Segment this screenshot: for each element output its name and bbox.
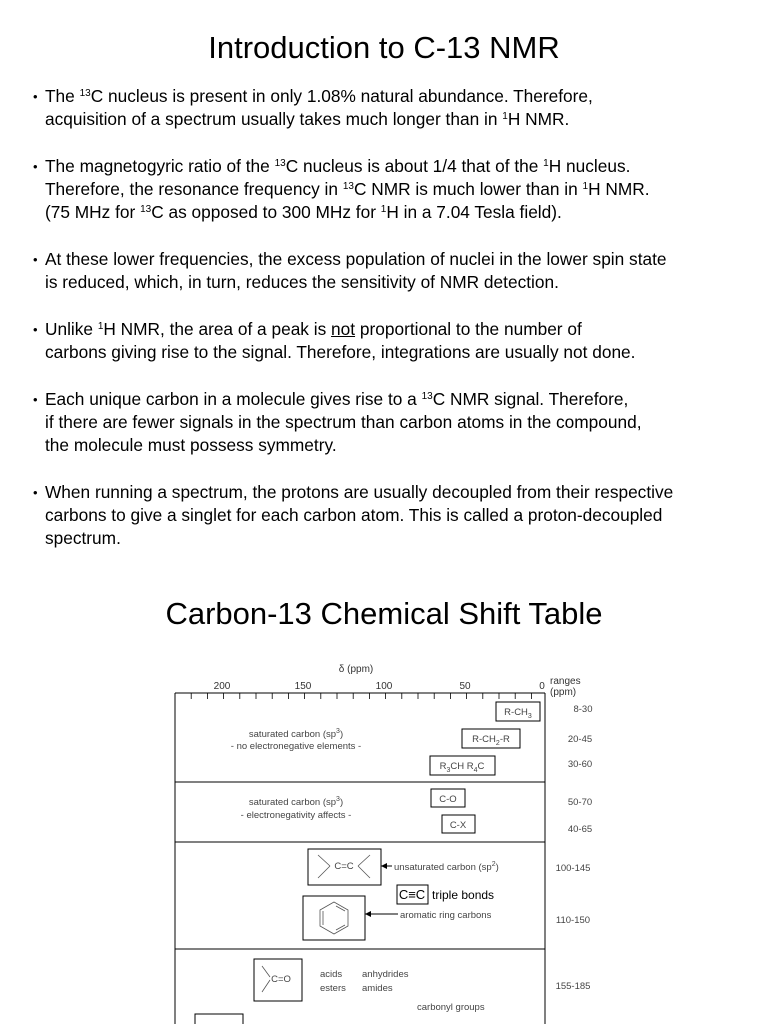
- label-unsaturated: unsaturated carbon $(sp^2)$: [394, 861, 499, 873]
- label-triple-bonds: triple bonds: [432, 888, 495, 902]
- range-value: 40-65: [567, 824, 593, 835]
- arrow-head: [365, 911, 371, 917]
- range-value: 8-30: [573, 704, 593, 715]
- label-saturated-1-note: - no electronegative elements -: [230, 741, 362, 752]
- bullet-dot: •: [33, 159, 38, 174]
- range-value: 110-150: [555, 915, 591, 926]
- tick-label: 100: [375, 681, 393, 692]
- bullet-line: carbons giving rise to the signal. Therefore, integrations are usually not done.: [45, 342, 636, 362]
- bullet-line: Each unique carbon in a molecule gives rise to a $^{13}$C NMR signal. Therefore,: [45, 389, 629, 409]
- label-amides: amides: [362, 983, 393, 994]
- box-aromatic: [303, 896, 365, 940]
- box-rch3-label: $R-CH_3$: [504, 707, 532, 720]
- label-saturated-1: saturated carbon $(sp^3)$: [248, 728, 344, 740]
- box-rch2r-label: $R-CH_2-R$: [472, 734, 510, 747]
- bullet-dot: •: [33, 392, 38, 407]
- bullet-line: spectrum.: [45, 528, 121, 548]
- triple-bond-box-label: C≡C: [398, 887, 426, 902]
- bullet-line: The $^{13}$C nucleus is present in only 1.08% natural abundance. Therefore,: [45, 86, 593, 106]
- bullet-line: the molecule must possess symmetry.: [45, 435, 337, 455]
- bullet-line: is reduced, which, in turn, reduces the sensitivity of NMR detection.: [45, 272, 559, 292]
- bullet-dot: •: [33, 252, 38, 267]
- label-saturated-2-note: - electronegativity affects -: [240, 810, 352, 821]
- alkene-label: C=C: [334, 861, 354, 872]
- bullet-line: (75 MHz for $^{13}$C as opposed to 300 MHz for $^1$H in a 7.04 Tesla field).: [45, 202, 562, 222]
- bullet-dot: •: [33, 89, 38, 104]
- ranges-unit-label: (ppm): [550, 687, 577, 698]
- bullet-dot: •: [33, 322, 38, 337]
- bullet-line: Therefore, the resonance frequency in $^{13}$C NMR is much lower than in $^1$H NMR.: [45, 179, 650, 199]
- range-value: 20-45: [567, 734, 593, 745]
- bullet-line: if there are fewer signals in the spectrum than carbon atoms in the compound,: [45, 412, 642, 432]
- label-esters: esters: [320, 983, 346, 994]
- label-saturated-2: saturated carbon $(sp^3)$: [248, 796, 344, 808]
- box-cx-label: C-X: [449, 820, 467, 831]
- carbonyl-box-label: C=O: [271, 974, 291, 985]
- label-anhydrides: anhydrides: [362, 969, 409, 980]
- ranges-label: ranges: [550, 676, 581, 687]
- range-value: 100-145: [555, 863, 591, 874]
- bullet-line: At these lower frequencies, the excess population of nuclei in the lower spin state: [45, 249, 667, 269]
- bullet-line: carbons to give a singlet for each carbon atom. This is called a proton-decoupled: [45, 505, 663, 525]
- page-title-intro: Introduction to C-13 NMR: [208, 30, 560, 65]
- box-r3ch-label: $R_3CH$ $R_4C$: [439, 761, 485, 774]
- bullet-line: When running a spectrum, the protons are usually decoupled from their respective: [45, 482, 674, 502]
- label-acids: acids: [320, 969, 343, 980]
- bullet-dot: •: [33, 485, 38, 500]
- tick-label: 150: [294, 681, 312, 692]
- label-carbonyl-groups: carbonyl groups: [417, 1002, 485, 1013]
- box-partial: [195, 1014, 243, 1024]
- axis-label: δ (ppm): [338, 664, 374, 675]
- page-title-shift-table: Carbon-13 Chemical Shift Table: [165, 596, 603, 631]
- tick-label: 200: [213, 681, 231, 692]
- axis-ticks: [175, 693, 531, 699]
- label-aromatic: aromatic ring carbons: [400, 910, 492, 921]
- range-value: 50-70: [567, 797, 593, 808]
- range-value: 30-60: [567, 759, 593, 770]
- arrow-head: [381, 863, 387, 869]
- range-value: 155-185: [555, 981, 591, 992]
- tick-label: 50: [459, 681, 471, 692]
- bullet-line: acquisition of a spectrum usually takes much longer than in $^1$H NMR.: [45, 109, 570, 129]
- box-co-label: C-O: [439, 794, 457, 805]
- tick-label: 0: [539, 681, 545, 692]
- bullet-line: Unlike $^1$H NMR, the area of a peak is not proportional to the number of: [45, 319, 582, 339]
- bullet-line: The magnetogyric ratio of the $^{13}$C nucleus is about 1/4 that of the $^1$H nucleus.: [45, 156, 631, 176]
